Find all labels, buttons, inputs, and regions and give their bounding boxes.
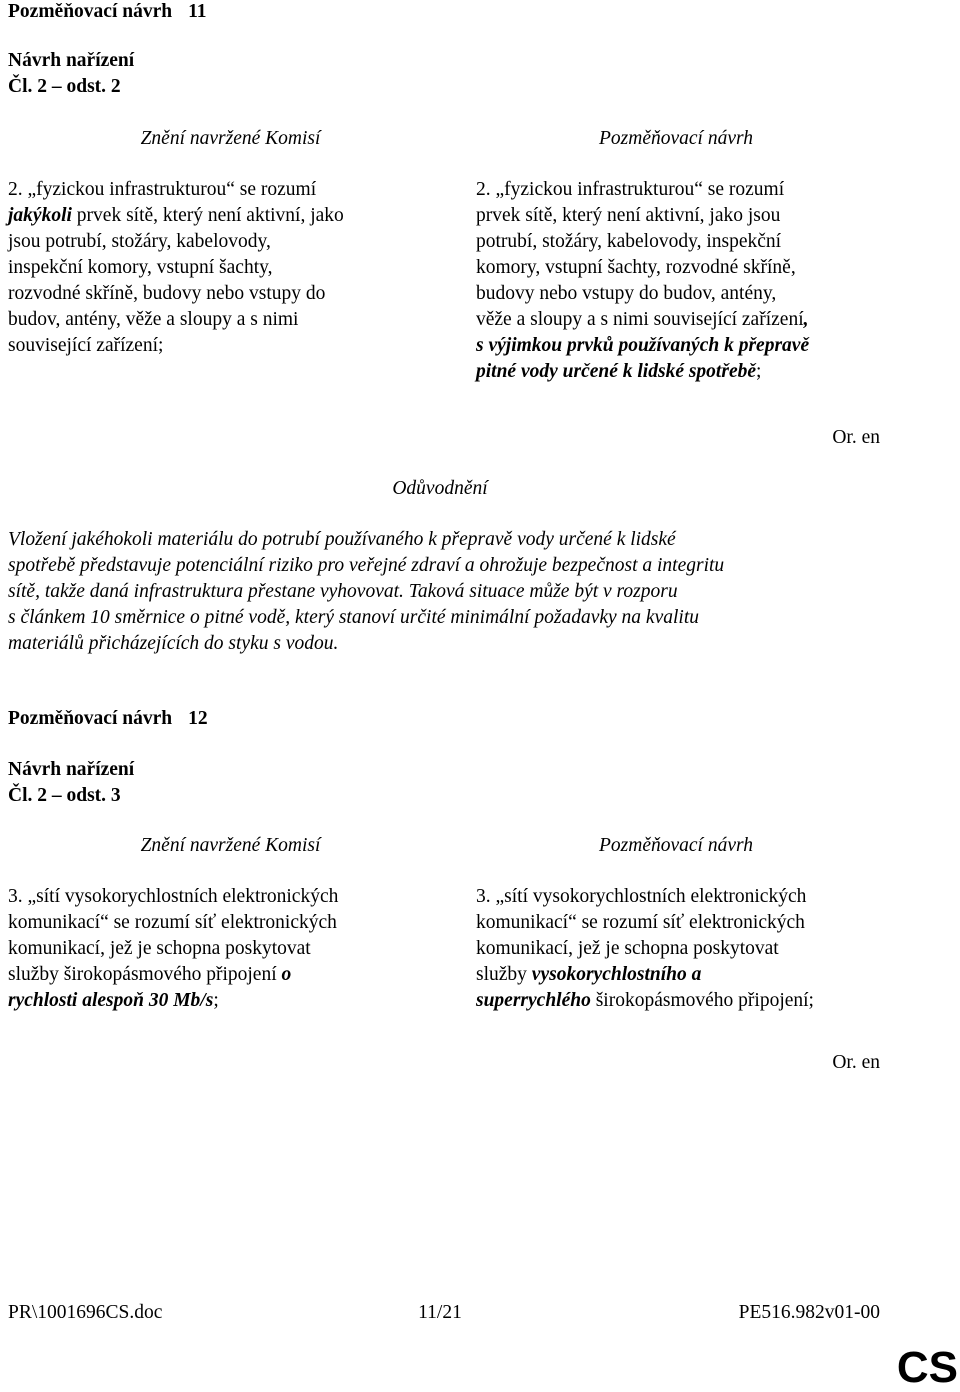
amendment-12-amended-text: [476, 884, 814, 1014]
text-line: s článkem 10 směrnice o pitné vodě, který stanoví určité minimální požadavky na kvalitu: [8, 607, 699, 628]
amendment-12-right-header: Pozměňovací návrh: [599, 835, 753, 856]
justification-title: Odůvodnění: [392, 478, 488, 499]
amendment-11-original-language: Or. en: [832, 427, 880, 448]
amendment-11-heading: [8, 0, 207, 25]
amendment-11-left-header: Znění navržené Komisí: [140, 128, 321, 149]
amendment-11-commission-text: [8, 177, 344, 359]
footer-language-code: CS: [896, 1343, 958, 1392]
amendment-12-act: Návrh nařízení: [8, 759, 135, 780]
text-line: jsou potrubí, stožáry, kabelovody,: [8, 231, 271, 252]
text-line: [476, 307, 809, 333]
text-line: [476, 962, 814, 988]
text-line: budovy nebo vstupy do budov, antény,: [476, 283, 777, 304]
text-line: 2. „fyzickou infrastrukturou“ se rozumí: [8, 179, 317, 200]
amendment-11-amended-text: [476, 177, 809, 385]
footer-reference: PE516.982v01-00: [738, 1302, 880, 1323]
emphasis-deletion: jakýkoli: [8, 205, 72, 226]
text-line: 3. „sítí vysokorychlostních elektronických: [8, 886, 339, 907]
text-line: [8, 203, 344, 229]
text-line: budov, antény, věže a sloupy a s nimi: [8, 309, 299, 330]
emphasis-deletion: rychlosti alespoň 30 Mb/s: [8, 990, 214, 1011]
amendment-11-right-header: Pozměňovací návrh: [599, 128, 753, 149]
emphasis-addition: superrychlého: [476, 990, 591, 1011]
text-line: komunikací“ se rozumí síť elektronických: [476, 912, 805, 933]
text-line: spotřebě představuje potenciální riziko pro veřejné zdraví a ohrožuje bezpečnost a integritu: [8, 555, 725, 576]
text-run: služby: [476, 964, 532, 985]
text-line: potrubí, stožáry, kabelovody, inspekční: [476, 231, 782, 252]
text-line: související zařízení;: [8, 335, 164, 356]
text-run: ;: [213, 990, 219, 1011]
text-line: [476, 359, 809, 385]
text-run: širokopásmového připojení;: [590, 990, 814, 1011]
text-line: prvek sítě, který není aktivní, jako jsou: [476, 205, 781, 226]
amendment-12-left-header: Znění navržené Komisí: [140, 835, 321, 856]
text-line: 3. „sítí vysokorychlostních elektronických: [476, 886, 807, 907]
text-line: [476, 988, 814, 1014]
text-line: 2. „fyzickou infrastrukturou“ se rozumí: [476, 179, 785, 200]
amendment-11-act: Návrh nařízení: [8, 50, 135, 71]
amendment-12-heading: [8, 706, 208, 732]
footer-doc-id: PR\1001696CS.doc: [8, 1302, 163, 1323]
emphasis-addition: s výjimkou prvků používaných k přepravě: [476, 335, 810, 356]
text-line: [8, 988, 338, 1014]
text-line: [8, 962, 338, 988]
amendment-12-original-language: Or. en: [832, 1052, 880, 1073]
text-line: komunikací“ se rozumí síť elektronických: [8, 912, 337, 933]
amendment-12-number: 12: [188, 708, 208, 729]
text-line: Vložení jakéhokoli materiálu do potrubí používaného k přepravě vody určené k lidské: [8, 529, 676, 550]
text-run: ;: [756, 361, 762, 382]
amendment-12-title: Pozměňovací návrh: [8, 708, 173, 729]
amendment-11-title: Pozměňovací návrh: [8, 1, 173, 22]
text-line: materiálů přicházejících do styku s vodou.: [8, 633, 339, 654]
text-run: služby širokopásmového připojení: [8, 964, 282, 985]
amendment-12-article: Čl. 2 – odst. 3: [8, 785, 121, 806]
text-line: rozvodné skříně, budovy nebo vstupy do: [8, 283, 326, 304]
emphasis-addition: ,: [803, 309, 809, 330]
amendment-11-number: 11: [188, 1, 207, 22]
text-line: komunikací, jež je schopna poskytovat: [8, 938, 311, 959]
text-line: komory, vstupní šachty, rozvodné skříně,: [476, 257, 796, 278]
justification-text: [8, 527, 724, 657]
amendment-12-commission-text: [8, 884, 338, 1014]
amendment-11-article: Čl. 2 – odst. 2: [8, 76, 121, 97]
footer-page-number: 11/21: [418, 1302, 462, 1323]
emphasis-addition: pitné vody určené k lidské spotřebě: [476, 361, 756, 382]
text-run: prvek sítě, který není aktivní, jako: [71, 205, 344, 226]
text-run: věže a sloupy a s nimi související zařízení: [476, 309, 804, 330]
emphasis-addition: vysokorychlostního a: [531, 964, 702, 985]
emphasis-deletion: o: [281, 964, 292, 985]
text-line: komunikací, jež je schopna poskytovat: [476, 938, 779, 959]
text-line: sítě, takže daná infrastruktura přestane vyhovovat. Taková situace může být v rozporu: [8, 581, 678, 602]
text-line: inspekční komory, vstupní šachty,: [8, 257, 273, 278]
